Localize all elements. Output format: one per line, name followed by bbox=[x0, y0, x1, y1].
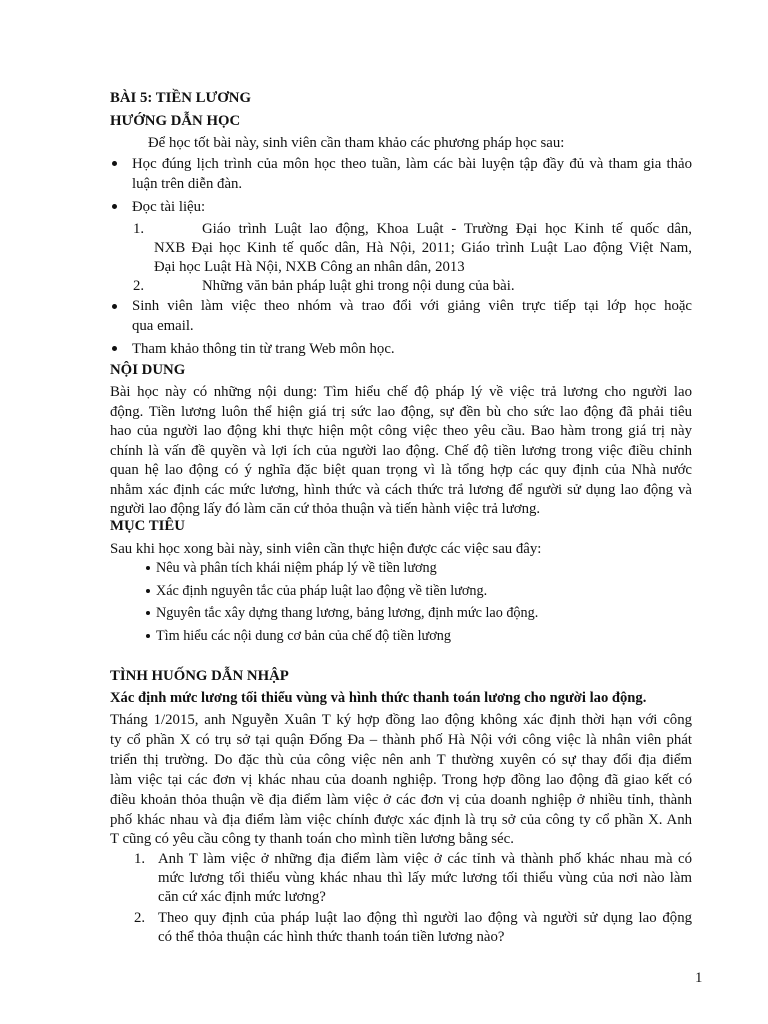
objectives-heading: MỤC TIÊU bbox=[110, 518, 185, 534]
content-line-4: chính là vấn đề quyền và lợi ích của người lao động. Chế độ tiền lương trong việc điều chỉnh bbox=[110, 443, 692, 459]
bullet-icon bbox=[112, 204, 117, 209]
question-2-number: 2. bbox=[134, 910, 146, 926]
case-line-1: Tháng 1/2015, anh Nguyễn Xuân T ký hợp đồng lao động không xác định thời hạn với công bbox=[110, 712, 692, 728]
content-line-6: nhằm xác định các mức lương, hình thức và cách thức trả lương để người sử dụng lao động và bbox=[110, 482, 692, 498]
reference-1-line-1: Giáo trình Luật lao động, Khoa Luật - Trường Đại học Kinh tế quốc dân, bbox=[202, 221, 692, 237]
content-line-7: người lao động lấy đó làm căn cứ thỏa thuận và tiến hành việc trả lương. bbox=[110, 501, 541, 517]
question-2-line-1: Theo quy định của pháp luật lao động thì người lao động và người sử dụng lao động bbox=[158, 910, 692, 926]
reference-1-number: 1. bbox=[133, 221, 145, 237]
content-line-3: hao của người lao động khi thực hiện một công việc theo yêu cầu. Bao hàm trong giá trị này bbox=[110, 423, 692, 439]
guide-intro: Để học tốt bài này, sinh viên cần tham khảo các phương pháp học sau: bbox=[148, 135, 565, 151]
bullet-icon bbox=[146, 589, 150, 593]
case-line-3: triển thị trường. Do đặc thù của công việc nên anh T thường xuyên có sự thay đổi địa điểm bbox=[110, 752, 692, 768]
objective-item: Nêu và phân tích khái niệm pháp lý về tiền lương bbox=[156, 560, 437, 576]
reference-1-line-2: NXB Đại học Kinh tế quốc dân, Hà Nội, 2011; Giáo trình Luật Lao động Việt Nam, bbox=[154, 240, 692, 256]
guide-bullet-1-line-1: Học đúng lịch trình của môn học theo tuần, làm các bài luyện tập đầy đủ và tham gia thảo bbox=[132, 156, 692, 172]
question-1-line-3: căn cứ xác định mức lương? bbox=[158, 889, 326, 905]
bullet-icon bbox=[146, 611, 150, 615]
objective-item: Xác định nguyên tắc của pháp luật lao động về tiền lương. bbox=[156, 583, 488, 599]
case-line-5: điều khoản thỏa thuận về địa điểm làm việc ở các đơn vị của doanh nghiệp ở nhiều tỉnh, thành bbox=[110, 792, 692, 808]
question-1-line-2: mức lương tối thiểu vùng khác nhau thì lấy mức lương tối thiểu vùng của nơi nào làm bbox=[158, 870, 692, 886]
case-line-6: phố khác nhau và địa điểm làm việc chính được xác định là trụ sở của công ty cổ phần X. Anh bbox=[110, 812, 692, 828]
guide-bullet-1-line-2: luận trên diễn đàn. bbox=[132, 176, 243, 192]
objectives-intro: Sau khi học xong bài này, sinh viên cần thực hiện được các việc sau đây: bbox=[110, 541, 542, 557]
case-line-4: làm việc tại các đơn vị khác nhau của doanh nghiệp. Trong hợp đồng lao động đã giao kết có bbox=[110, 772, 692, 788]
reference-2-number: 2. bbox=[133, 278, 145, 294]
case-subheading: Xác định mức lương tối thiểu vùng và hình thức thanh toán lương cho người lao động. bbox=[110, 690, 647, 706]
question-1-number: 1. bbox=[134, 851, 146, 867]
reference-2: Những văn bản pháp luật ghi trong nội dung của bài. bbox=[202, 278, 515, 294]
case-line-7: T cũng có yêu cầu công ty thanh toán cho mình tiền lương bằng séc. bbox=[110, 831, 514, 847]
objective-item: Nguyên tắc xây dựng thang lương, bảng lương, định mức lao động. bbox=[156, 605, 539, 621]
question-1-line-1: Anh T làm việc ở những địa điểm làm việc ở các tỉnh và thành phố khác nhau mà có bbox=[158, 851, 692, 867]
content-heading: NỘI DUNG bbox=[110, 362, 186, 378]
bullet-icon bbox=[146, 634, 150, 638]
content-line-2: động. Tiền lương luôn thể hiện giá trị sức lao động, sự đền bù cho sức lao động đã phải tiêu bbox=[110, 404, 692, 420]
lesson-title: BÀI 5: TIỀN LƯƠNG bbox=[110, 90, 252, 106]
bullet-icon bbox=[112, 304, 117, 309]
question-2-line-2: có thể thỏa thuận các hình thức thanh toán tiền lương nào? bbox=[158, 929, 505, 945]
content-line-5: quan hệ lao động có ý nghĩa đặc biệt quan trọng vì là tổng hợp các quy định của Nhà nước bbox=[110, 462, 692, 478]
guide-bullet-2: Đọc tài liệu: bbox=[132, 199, 206, 215]
objective-item: Tìm hiểu các nội dung cơ bản của chế độ tiền lương bbox=[156, 628, 451, 644]
bullet-icon bbox=[112, 161, 117, 166]
case-heading: TÌNH HUỐNG DẪN NHẬP bbox=[110, 668, 289, 684]
bullet-icon bbox=[146, 566, 150, 570]
guide-heading: HƯỚNG DẪN HỌC bbox=[110, 113, 241, 129]
content-line-1: Bài học này có những nội dung: Tìm hiểu chế độ pháp lý về việc trả lương cho người lao bbox=[110, 384, 692, 400]
reference-1-line-3: Đại học Luật Hà Nội, NXB Công an nhân dân, 2013 bbox=[154, 259, 465, 275]
guide-bullet-4: Tham khảo thông tin từ trang Web môn học. bbox=[132, 341, 395, 357]
page-number: 1 bbox=[695, 970, 703, 986]
case-line-2: ty cổ phần X có trụ sở tại quận Đống Đa – thành phố Hà Nội với công việc là nhân viên phát bbox=[110, 732, 692, 748]
guide-bullet-3-line-1: Sinh viên làm việc theo nhóm và trao đổi với giảng viên trực tiếp tại lớp học hoặc bbox=[132, 298, 692, 314]
guide-bullet-3-line-2: qua email. bbox=[132, 318, 194, 334]
bullet-icon bbox=[112, 346, 117, 351]
